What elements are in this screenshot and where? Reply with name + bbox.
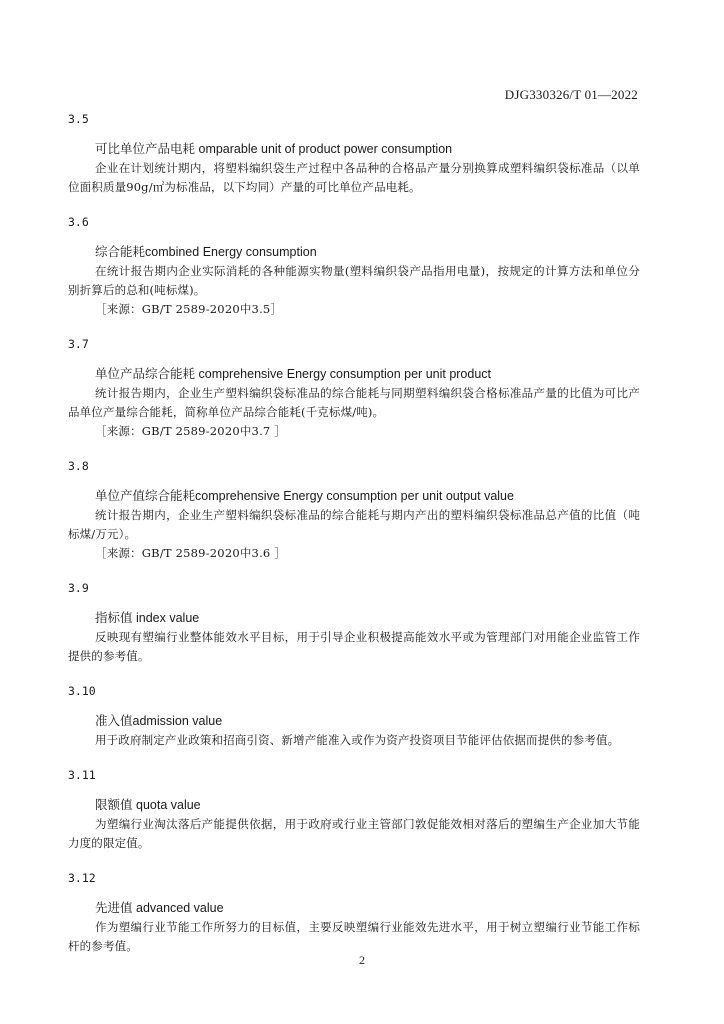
term-definition: 企业在计划统计期内，将塑料编织袋生产过程中各品种的合格品产量分别换算成塑料编织袋标准品（以单位面积质量90g/㎡为标准品，以下均同）产量的可比单位产品电耗。	[68, 161, 640, 194]
term-title-en: quota value	[132, 798, 201, 812]
term-title-cn: 先进值	[95, 900, 133, 915]
term-source: ［来源：GB/T 2589-2020中3.7 ］	[95, 424, 287, 438]
term-number: 3.12	[68, 871, 96, 885]
term-definition: 统计报告期内，企业生产塑料编织袋标准品的综合能耗与期内产出的塑料编织袋标准品总产值的比值（吨标煤/万元）。	[68, 508, 640, 541]
term-number: 3.7	[68, 337, 89, 351]
term-title-en: combined Energy consumption	[145, 245, 317, 259]
term-title-cn: 限额值	[95, 797, 133, 812]
term-title-en: comprehensive Energy consumption per unit product	[195, 367, 492, 381]
term-definition: 在统计报告期内企业实际消耗的各种能源实物量(塑料编织袋产品指用电量)，按规定的计算方法和单位分别折算后的总和(吨标煤)。	[68, 264, 640, 297]
term-3-6	[68, 214, 640, 319]
term-source: ［来源：GB/T 2589-2020中3.6 ］	[95, 546, 287, 560]
term-title	[68, 796, 640, 814]
term-title-en: advanced value	[132, 901, 224, 915]
term-definition: 反映现有塑编行业整体能效水平目标，用于引导企业积极提高能效水平或为管理部门对用能企业监管工作提供的参考值。	[68, 630, 640, 663]
term-title	[68, 365, 640, 383]
term-number: 3.10	[68, 684, 96, 698]
term-number: 3.9	[68, 581, 89, 595]
term-title-cn: 指标值	[95, 610, 133, 625]
term-title-cn: 单位产值综合能耗	[95, 488, 196, 503]
term-number: 3.5	[68, 112, 89, 126]
term-title	[68, 712, 640, 730]
term-title	[68, 243, 640, 261]
terms-section	[68, 108, 640, 956]
term-number: 3.8	[68, 459, 89, 473]
term-title-cn: 可比单位产品电耗	[95, 141, 196, 156]
term-3-5	[68, 111, 640, 197]
term-title-cn: 单位产品综合能耗	[95, 366, 196, 381]
term-title-en: admission value	[132, 714, 223, 728]
term-title	[68, 487, 640, 505]
term-definition: 作为塑编行业节能工作所努力的目标值，主要反映塑编行业能效先进水平，用于树立塑编行业节能工作标杆的参考值。	[68, 920, 640, 953]
term-title	[68, 609, 640, 627]
term-3-9	[68, 580, 640, 666]
term-title-en: index value	[132, 611, 200, 625]
term-definition: 用于政府制定产业政策和招商引资、新增产能准入或作为资产投资项目节能评估依据而提供的参考值。	[95, 733, 620, 747]
term-title-cn: 准入值	[95, 713, 133, 728]
term-3-8	[68, 458, 640, 563]
term-number: 3.11	[68, 768, 96, 782]
term-3-12	[68, 870, 640, 956]
term-title	[68, 140, 640, 158]
term-title-en: comprehensive Energy consumption per unit output value	[195, 489, 514, 503]
term-3-10	[68, 683, 640, 750]
term-title	[68, 899, 640, 917]
term-number: 3.6	[68, 215, 89, 229]
document-code: DJG330326/T 01—2022	[504, 87, 638, 102]
term-title-en: omparable unit of product power consumption	[195, 142, 453, 156]
term-source: ［来源：GB/T 2589-2020中3.5］	[95, 302, 283, 316]
term-3-7	[68, 336, 640, 441]
term-definition: 统计报告期内，企业生产塑料编织袋标准品的综合能耗与同期塑料编织袋合格标准品产量的比值为可比产品单位产量综合能耗，简称单位产品综合能耗(千克标煤/吨)。	[68, 386, 640, 419]
term-title-cn: 综合能耗	[95, 244, 146, 259]
term-definition: 为塑编行业淘汰落后产能提供依据，用于政府或行业主管部门敦促能效相对落后的塑编生产企业加大节能力度的限定值。	[68, 817, 640, 850]
term-3-11	[68, 767, 640, 853]
page-number: 2	[359, 953, 365, 967]
